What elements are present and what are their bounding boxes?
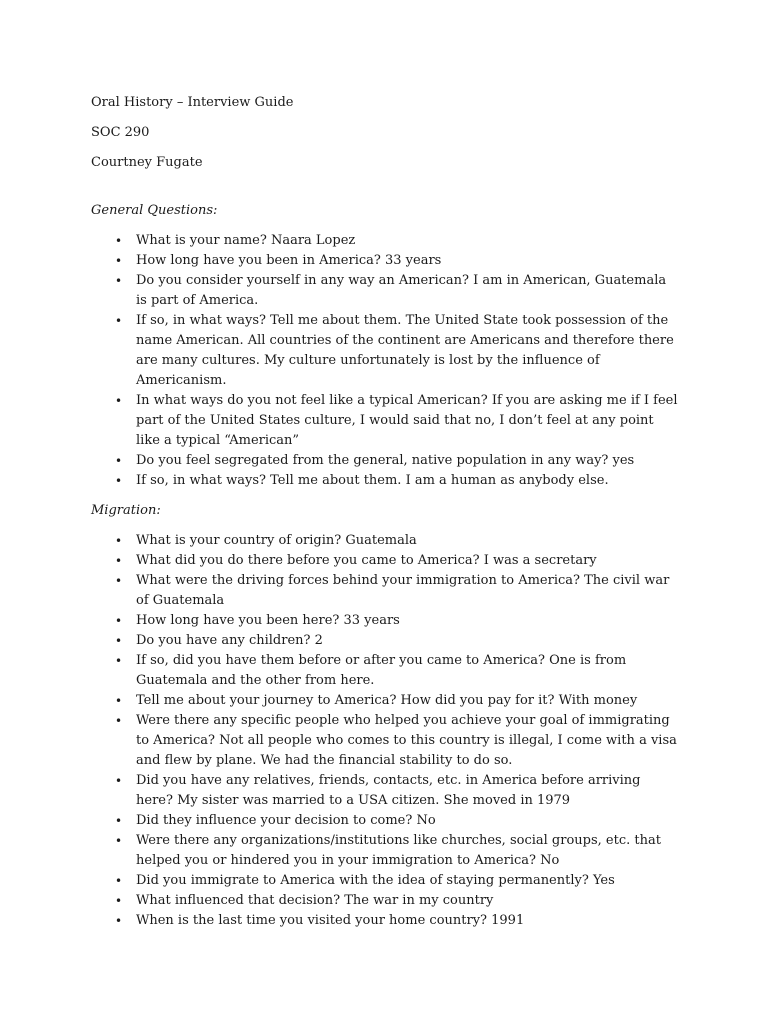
question-item — [91, 811, 678, 831]
bullet-icon: • — [115, 714, 123, 728]
question-item — [91, 571, 678, 611]
question-text: What influenced that decision? The war in my country — [136, 893, 494, 908]
spacer — [91, 183, 678, 201]
question-list-general — [91, 231, 678, 491]
bullet-icon: • — [115, 694, 123, 708]
bullet-icon: • — [115, 234, 123, 248]
section-general — [91, 201, 678, 491]
bullet-icon: • — [115, 774, 123, 788]
question-item — [91, 611, 678, 631]
section-title-migration: Migration: — [91, 503, 161, 518]
question-list-migration — [91, 531, 678, 931]
question-text: How long have you been in America? 33 years — [136, 253, 442, 268]
question-item — [91, 711, 678, 771]
question-item — [91, 651, 678, 691]
question-text: Were there any organizations/institutions like churches, social groups, etc. that helped you or hindered you in your immigration to America? No — [136, 833, 661, 868]
bullet-icon: • — [115, 454, 123, 468]
question-text: What did you do there before you came to America? I was a secretary — [136, 553, 597, 568]
question-item — [91, 551, 678, 571]
bullet-icon: • — [115, 314, 123, 328]
question-item — [91, 451, 678, 471]
question-item — [91, 231, 678, 251]
question-item — [91, 251, 678, 271]
question-text: If so, in what ways? Tell me about them. I am a human as anybody else. — [136, 473, 609, 488]
question-item — [91, 831, 678, 871]
bullet-icon: • — [115, 834, 123, 848]
question-text: What is your name? Naara Lopez — [136, 233, 356, 248]
bullet-icon: • — [115, 554, 123, 568]
question-text: Do you have any children? 2 — [136, 633, 323, 648]
question-item — [91, 631, 678, 651]
bullet-icon: • — [115, 874, 123, 888]
document-title: Oral History – Interview Guide — [91, 95, 294, 110]
question-text: What were the driving forces behind your immigration to America? The civil war of Guatemala — [136, 573, 670, 608]
question-text: Did you have any relatives, friends, contacts, etc. in America before arriving here? My sister was married to a USA citizen. She moved in 1979 — [136, 773, 641, 808]
question-text: If so, in what ways? Tell me about them. The United State took possession of the name American. All countries of the continent are Americans and therefore there are many cultures. My culture unfortunately is lost by the influence of Americanism. — [136, 313, 674, 388]
question-item — [91, 311, 678, 391]
bullet-icon: • — [115, 894, 123, 908]
question-item — [91, 771, 678, 811]
question-item — [91, 271, 678, 311]
question-text: Tell me about your journey to America? How did you pay for it? With money — [136, 693, 638, 708]
question-item — [91, 531, 678, 551]
question-text: Were there any specific people who helped you achieve your goal of immigrating to America? Not all people who comes to this country is illegal, I come with a visa and flew by plane. We had the financial stability to do so. — [136, 713, 677, 768]
question-text: What is your country of origin? Guatemala — [136, 533, 417, 548]
question-item — [91, 911, 678, 931]
question-item — [91, 691, 678, 711]
question-text: If so, did you have them before or after you came to America? One is from Guatemala and the other from here. — [136, 653, 627, 688]
bullet-icon: • — [115, 534, 123, 548]
bullet-icon: • — [115, 614, 123, 628]
question-text: Did you immigrate to America with the idea of staying permanently? Yes — [136, 873, 615, 888]
section-title-general: General Questions: — [91, 203, 218, 218]
question-item — [91, 391, 678, 451]
question-item — [91, 471, 678, 491]
bullet-icon: • — [115, 254, 123, 268]
course-code: SOC 290 — [91, 125, 150, 140]
question-item — [91, 891, 678, 911]
bullet-icon: • — [115, 394, 123, 408]
bullet-icon: • — [115, 274, 123, 288]
section-migration — [91, 501, 678, 931]
question-item — [91, 871, 678, 891]
question-text: Do you consider yourself in any way an American? I am in American, Guatemala is part of America. — [136, 273, 667, 308]
bullet-icon: • — [115, 814, 123, 828]
bullet-icon: • — [115, 574, 123, 588]
author-name: Courtney Fugate — [91, 155, 203, 170]
question-text: When is the last time you visited your home country? 1991 — [136, 913, 525, 928]
bullet-icon: • — [115, 474, 123, 488]
question-text: Do you feel segregated from the general, native population in any way? yes — [136, 453, 635, 468]
question-text: How long have you been here? 33 years — [136, 613, 400, 628]
question-text: In what ways do you not feel like a typical American? If you are asking me if I feel part of the United States culture, I would said that no, I don’t feel at any point like a typical “American” — [136, 393, 678, 448]
question-text: Did they influence your decision to come? No — [136, 813, 436, 828]
bullet-icon: • — [115, 634, 123, 648]
bullet-icon: • — [115, 654, 123, 668]
bullet-icon: • — [115, 914, 123, 928]
